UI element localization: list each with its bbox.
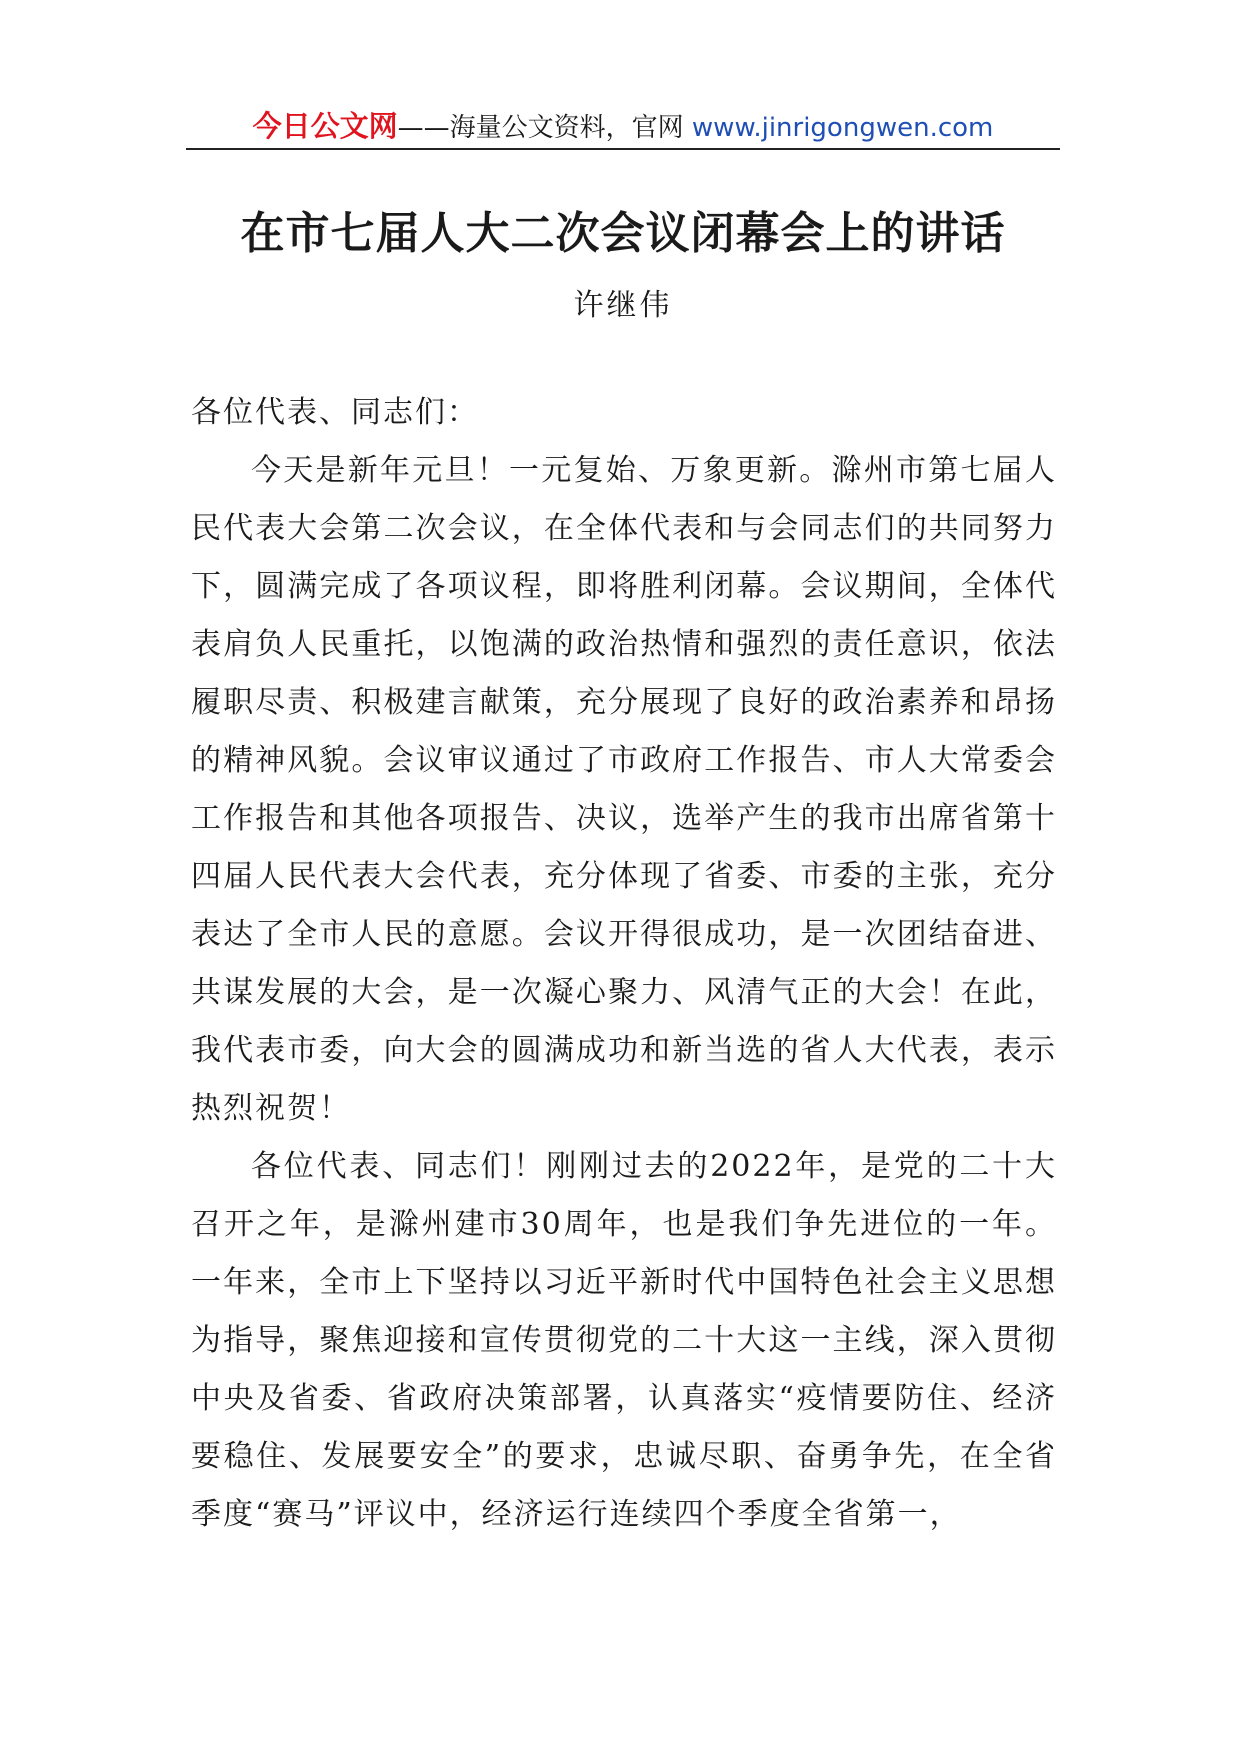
document-title: 在市七届人大二次会议闭幕会上的讲话 [240, 208, 1006, 259]
site-brand[interactable]: 今日公文网 [252, 109, 398, 143]
site-url-link[interactable]: www.jinrigongwen.com [691, 113, 994, 143]
body-paragraph-2: 各位代表、同志们！刚刚过去的2022年，是党的二十大召开之年，是滁州建市30周年，也是我们争先进位的一年。一年来，全市上下坚持以习近平新时代中国特色社会主义思想为指导，聚焦迎接和宣传贯彻党的二十大这一主线，深入贯彻中央及省委、省政府决策部署，认真落实“疫情要防住、经济要稳住、发展要安全”的要求，忠诚尽职、奋勇争先，在全省季度“赛马”评议中，经济运行连续四个季度全省第一， [191, 1149, 1057, 1532]
salutation: 各位代表、同志们： [191, 395, 479, 430]
site-header [186, 108, 1060, 146]
body-paragraph-1: 今天是新年元旦！一元复始、万象更新。滁州市第七届人民代表大会第二次会议，在全体代表和与会同志们的共同努力下，圆满完成了各项议程，即将胜利闭幕。会议期间，全体代表肩负人民重托，以饱满的政治热情和强烈的责任意识，依法履职尽责、积极建言献策，充分展现了良好的政治素养和昂扬的精神风貌。会议审议通过了市政府工作报告、市人大常委会工作报告和其他各项报告、决议，选举产生的我市出席省第十四届人民代表大会代表，充分体现了省委、市委的主张，充分表达了全市人民的意愿。会议开得很成功，是一次团结奋进、共谋发展的大会，是一次凝心聚力、风清气正的大会！在此，我代表市委，向大会的圆满成功和新当选的省人大代表，表示热烈祝贺！ [191, 453, 1057, 1126]
header-divider [186, 148, 1060, 150]
document-author: 许继伟 [573, 288, 673, 323]
site-tagline: ——海量公文资料，官网 [397, 113, 684, 143]
document-body [191, 384, 1057, 1544]
